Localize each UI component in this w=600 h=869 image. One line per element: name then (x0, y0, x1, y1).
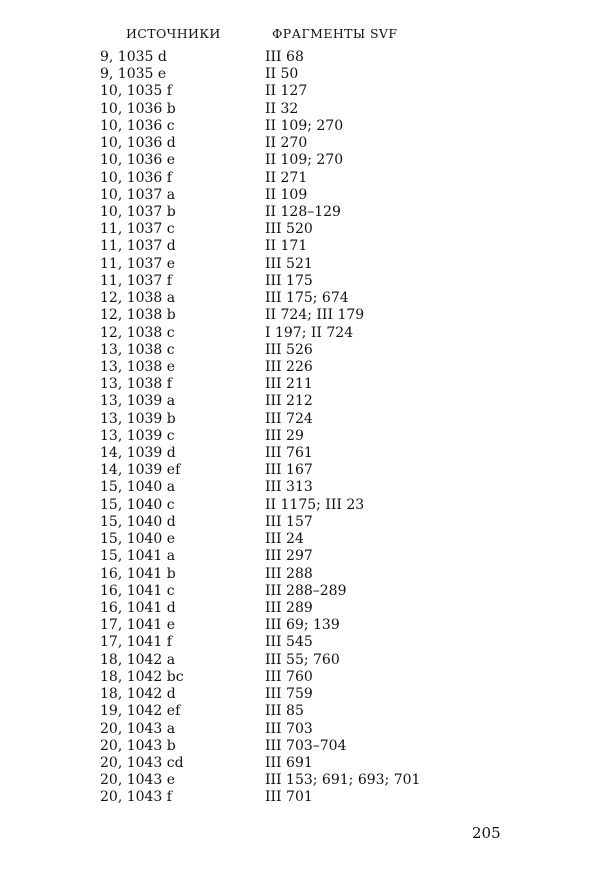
table-row (0, 479, 600, 496)
source-reference: 10, 1036 c (100, 117, 175, 134)
table-header (0, 26, 600, 46)
svf-fragment-reference: I 197; II 724 (265, 324, 354, 341)
table-row (0, 548, 600, 565)
source-reference: 13, 1038 c (100, 341, 175, 358)
svf-fragment-reference: II 127 (265, 83, 308, 100)
svf-fragment-reference: III 288 (265, 565, 313, 582)
table-row (0, 462, 600, 479)
table-row (0, 428, 600, 445)
svf-fragment-reference: III 212 (265, 393, 313, 410)
table-row (0, 652, 600, 669)
table-row (0, 393, 600, 410)
table-row (0, 411, 600, 428)
fragments-column-header: ФРАГМЕНТЫ SVF (272, 26, 398, 41)
table-row (0, 669, 600, 686)
table-row (0, 703, 600, 720)
svf-fragment-reference: III 288–289 (265, 582, 347, 599)
source-reference: 10, 1036 b (100, 100, 176, 117)
source-reference: 15, 1041 a (100, 548, 176, 565)
source-reference: 16, 1041 b (100, 565, 176, 582)
table-row (0, 307, 600, 324)
source-reference: 9, 1035 d (100, 49, 167, 65)
table-row (0, 600, 600, 617)
source-reference: 13, 1039 a (100, 393, 176, 410)
table-row (0, 135, 600, 152)
table-row (0, 359, 600, 376)
table-row (0, 445, 600, 462)
source-reference: 17, 1041 e (100, 617, 176, 634)
page-number: 205 (472, 824, 501, 842)
table-row (0, 273, 600, 290)
svf-fragment-reference: II 128–129 (265, 203, 341, 220)
svf-fragment-reference: III 759 (265, 686, 313, 703)
source-reference: 20, 1043 b (100, 737, 176, 754)
table-row (0, 238, 600, 255)
svf-fragment-reference: II 109 (265, 186, 308, 203)
svf-fragment-reference: III 211 (265, 376, 313, 393)
table-row (0, 789, 600, 806)
table-row (0, 772, 600, 789)
source-reference: 13, 1038 e (100, 358, 176, 375)
concordance-table (0, 49, 600, 807)
table-row (0, 325, 600, 342)
source-reference: 13, 1039 b (100, 410, 176, 427)
source-reference: 20, 1043 a (100, 720, 176, 737)
table-row (0, 256, 600, 273)
source-reference: 11, 1037 f (100, 272, 172, 289)
svf-fragment-reference: III 297 (265, 548, 313, 565)
source-reference: 14, 1039 ef (100, 462, 181, 479)
table-row (0, 617, 600, 634)
source-reference: 10, 1037 b (100, 203, 176, 220)
svf-fragment-reference: III 69; 139 (265, 617, 340, 634)
source-reference: 10, 1036 d (100, 135, 176, 152)
table-row (0, 49, 600, 66)
source-reference: 13, 1039 c (100, 427, 175, 444)
table-row (0, 583, 600, 600)
source-reference: 11, 1037 d (100, 238, 176, 255)
source-reference: 19, 1042 ef (100, 703, 181, 720)
source-reference: 12, 1038 c (100, 324, 175, 341)
table-row (0, 66, 600, 83)
svf-fragment-reference: III 289 (265, 600, 313, 616)
table-row (0, 187, 600, 204)
table-row (0, 531, 600, 548)
source-reference: 18, 1042 bc (100, 668, 184, 685)
svf-fragment-reference: III 157 (265, 513, 313, 530)
svf-fragment-reference: II 171 (265, 238, 308, 255)
source-reference: 12, 1038 a (100, 290, 176, 307)
table-row (0, 170, 600, 187)
source-reference: 10, 1036 e (100, 152, 176, 169)
source-reference: 20, 1043 cd (100, 754, 184, 771)
svf-fragment-reference: III 691 (265, 754, 313, 771)
source-reference: 13, 1038 f (100, 376, 172, 393)
svf-fragment-reference: II 1175; III 23 (265, 496, 365, 513)
source-reference: 11, 1037 e (100, 255, 176, 272)
table-row (0, 497, 600, 514)
svf-fragment-reference: III 175; 674 (265, 290, 349, 307)
source-reference: 17, 1041 f (100, 634, 172, 651)
svf-fragment-reference: II 271 (265, 169, 308, 186)
source-reference: 18, 1042 a (100, 651, 176, 668)
table-row (0, 566, 600, 583)
svf-fragment-reference: III 85 (265, 703, 304, 720)
svf-fragment-reference: III 545 (265, 634, 313, 651)
table-row (0, 376, 600, 393)
svf-fragment-reference: III 760 (265, 668, 313, 685)
table-row (0, 738, 600, 755)
table-row (0, 83, 600, 100)
svf-fragment-reference: II 270 (265, 135, 308, 152)
svf-fragment-reference: II 50 (265, 66, 299, 83)
table-row (0, 342, 600, 359)
svf-fragment-reference: III 724 (265, 410, 313, 427)
svf-fragment-reference: III 29 (265, 427, 304, 444)
source-reference: 10, 1036 f (100, 169, 172, 186)
svf-fragment-reference: II 724; III 179 (265, 307, 365, 324)
svf-fragment-reference: III 55; 760 (265, 651, 340, 668)
source-reference: 9, 1035 e (100, 66, 167, 83)
source-reference: 20, 1043 e (100, 772, 176, 789)
source-reference: 12, 1038 b (100, 307, 176, 324)
source-reference: 15, 1040 e (100, 531, 176, 548)
svf-fragment-reference: III 167 (265, 462, 313, 479)
source-reference: 10, 1037 a (100, 186, 176, 203)
source-reference: 16, 1041 d (100, 600, 176, 616)
table-row (0, 514, 600, 531)
source-reference: 15, 1040 a (100, 479, 176, 496)
table-row (0, 634, 600, 651)
svf-fragment-reference: III 313 (265, 479, 313, 496)
table-row (0, 290, 600, 307)
svf-fragment-reference: II 109; 270 (265, 117, 344, 134)
source-reference: 11, 1037 c (100, 221, 175, 238)
svf-fragment-reference: III 701 (265, 789, 313, 806)
svf-fragment-reference: III 520 (265, 221, 313, 238)
svf-fragment-reference: III 175 (265, 272, 313, 289)
svf-fragment-reference: III 24 (265, 531, 304, 548)
svf-fragment-reference: III 526 (265, 341, 313, 358)
svf-fragment-reference: III 761 (265, 445, 313, 462)
svf-fragment-reference: III 703–704 (265, 737, 347, 754)
svf-fragment-reference: III 521 (265, 255, 313, 272)
sources-column-header: ИСТОЧНИКИ (126, 26, 221, 41)
source-reference: 16, 1041 c (100, 582, 175, 599)
source-reference: 15, 1040 c (100, 496, 175, 513)
table-row (0, 755, 600, 772)
svf-fragment-reference: III 703 (265, 720, 313, 737)
source-reference: 20, 1043 f (100, 789, 172, 806)
table-row (0, 152, 600, 169)
source-reference: 14, 1039 d (100, 445, 176, 462)
svf-fragment-reference: II 109; 270 (265, 152, 344, 169)
table-row (0, 118, 600, 135)
table-row (0, 721, 600, 738)
table-row (0, 101, 600, 118)
source-reference: 15, 1040 d (100, 513, 176, 530)
svf-fragment-reference: II 32 (265, 100, 299, 117)
svf-fragment-reference: III 153; 691; 693; 701 (265, 772, 421, 789)
source-reference: 18, 1042 d (100, 686, 176, 703)
table-row (0, 221, 600, 238)
table-row (0, 204, 600, 221)
svf-fragment-reference: III 226 (265, 358, 313, 375)
table-row (0, 686, 600, 703)
svf-fragment-reference: III 68 (265, 49, 304, 65)
source-reference: 10, 1035 f (100, 83, 172, 100)
